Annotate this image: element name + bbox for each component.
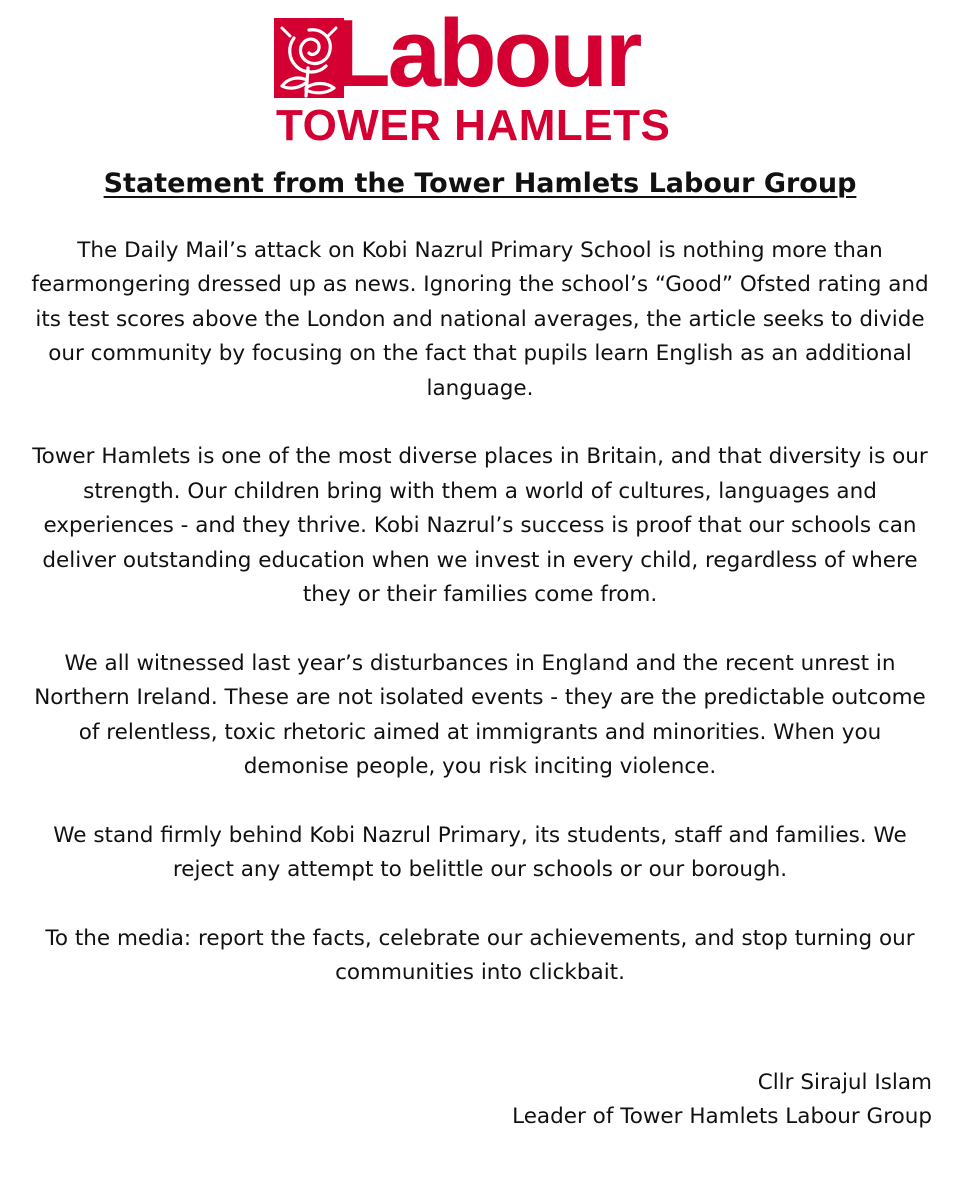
logo-wordmark: Labour <box>332 0 640 107</box>
statement-title: Statement from the Tower Hamlets Labour Group <box>103 168 857 199</box>
signature-block <box>512 1066 932 1135</box>
paragraph: We all witnessed last year’s disturbances in England and the recent unrest in Northern Ireland. These are not isolated events - they are the predictable outcome of relentless, toxic rhetoric aimed at immigrants and minorities. When you demonise people, you risk inciting violence. <box>34 650 926 780</box>
labour-tower-hamlets-logo <box>270 0 690 152</box>
paragraph: The Daily Mail’s attack on Kobi Nazrul Primary School is nothing more than fearmongering dressed up as news. Ignoring the school’s “Good” Ofsted rating and its test scores above the London and national averages, the article seeks to divide our community by focusing on the fact that pupils learn English as an additional language. <box>31 238 929 401</box>
paragraph: To the media: report the facts, celebrate our achievements, and stop turning our communities into clickbait. <box>45 926 915 986</box>
statement-body <box>30 234 930 1025</box>
paragraph: We stand firmly behind Kobi Nazrul Primary, its students, staff and families. We reject any attempt to belittle our schools or our borough. <box>53 822 907 883</box>
logo-subtitle: TOWER HAMLETS <box>276 101 671 150</box>
signatory-role: Leader of Tower Hamlets Labour Group <box>512 1104 932 1130</box>
signatory-name: Cllr Sirajul Islam <box>757 1070 932 1095</box>
paragraph: Tower Hamlets is one of the most diverse places in Britain, and that diversity is our strength. Our children bring with them a world of cultures, languages and experiences - and they thrive. Kobi Nazrul’s success is proof that our schools can deliver outstanding education when we invest in every child, regardless of where they or their families come from. <box>32 444 928 608</box>
